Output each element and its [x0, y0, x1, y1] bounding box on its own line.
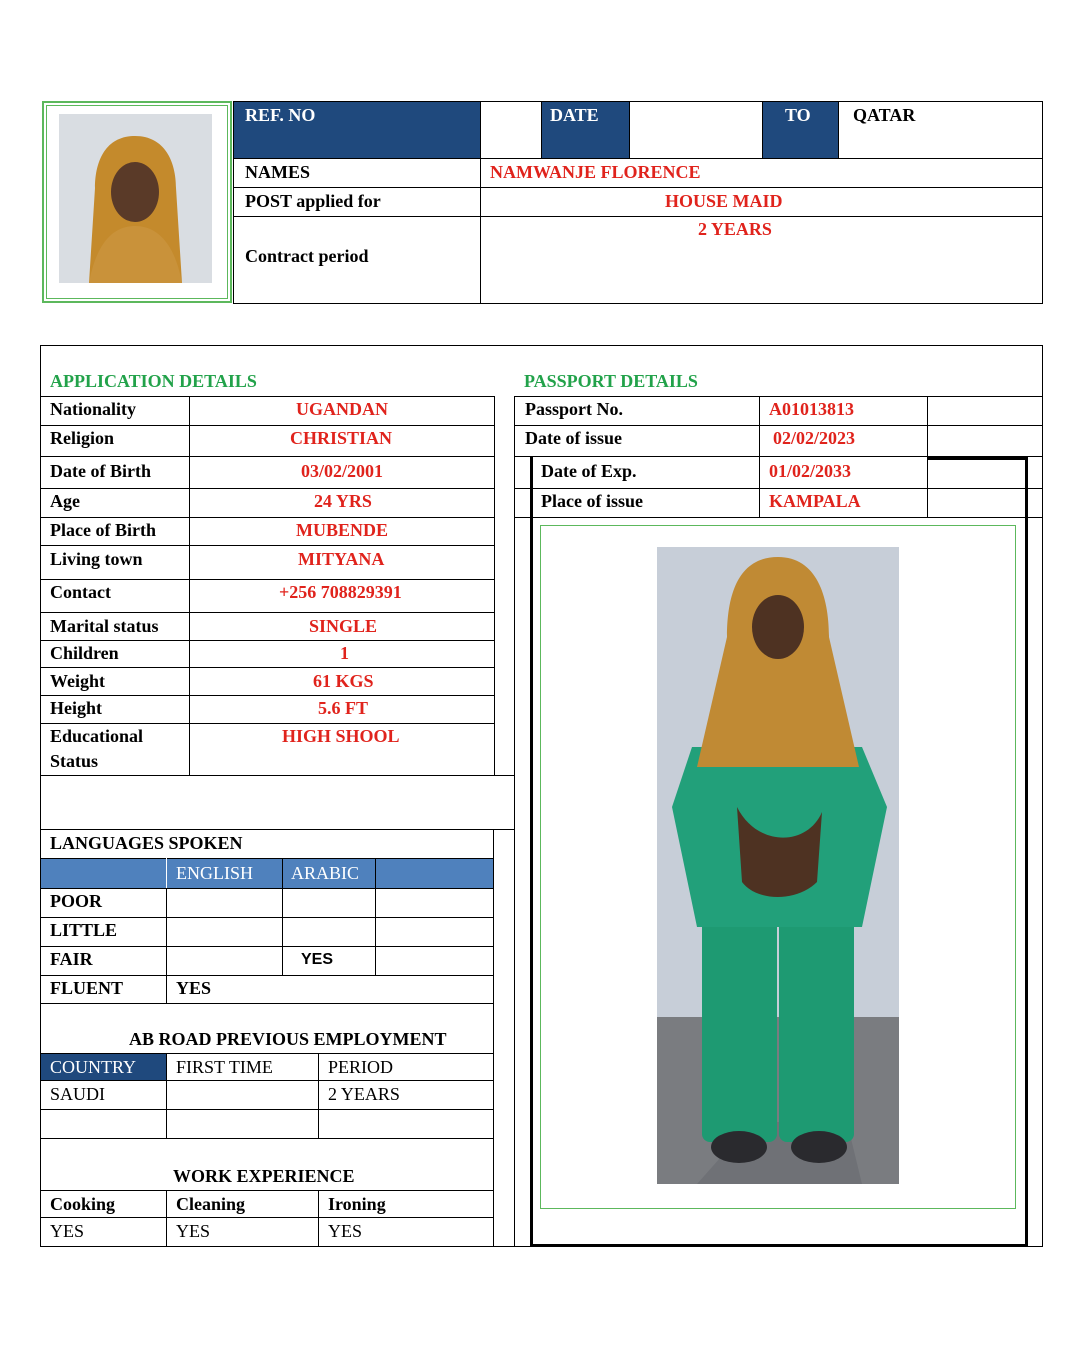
language-col-arabic: ARABIC — [291, 863, 360, 883]
contract-label: Contract period — [245, 246, 369, 266]
level-poor: POOR — [50, 891, 102, 911]
work-cleaning-label: Cleaning — [176, 1194, 246, 1214]
employment-period-value: 2 YEARS — [328, 1084, 400, 1104]
names-label: NAMES — [245, 162, 311, 182]
contact-value: +256 708829391 — [279, 582, 402, 602]
employment-country-value: SAUDI — [50, 1084, 106, 1104]
level-fair: FAIR — [50, 949, 93, 969]
employment-header-country: COUNTRY — [50, 1057, 137, 1077]
portrait-photo-icon — [59, 114, 212, 283]
fluent-english-value: YES — [176, 978, 212, 998]
education-label-line2: Status — [50, 751, 99, 771]
nationality-value: UGANDAN — [296, 399, 388, 419]
place-of-issue-label: Place of issue — [541, 491, 643, 511]
fair-arabic-value: YES — [301, 951, 334, 968]
level-fluent: FLUENT — [50, 978, 124, 998]
date-label: DATE — [550, 105, 599, 125]
languages-title: LANGUAGES SPOKEN — [50, 833, 243, 853]
weight-value: 61 KGS — [313, 671, 374, 691]
full-body-photo — [657, 547, 899, 1184]
work-ironing-label: Ironing — [328, 1194, 386, 1214]
passport-no-value: A01013813 — [769, 399, 854, 419]
marital-status-label: Marital status — [50, 616, 159, 636]
portrait-photo — [59, 114, 212, 283]
to-value: QATAR — [853, 105, 916, 125]
date-of-exp-label: Date of Exp. — [541, 461, 637, 481]
height-label: Height — [50, 698, 102, 718]
weight-label: Weight — [50, 671, 106, 691]
living-town-value: MITYANA — [298, 549, 385, 569]
dob-value: 03/02/2001 — [301, 461, 384, 481]
post-label: POST applied for — [245, 191, 381, 211]
work-ironing-value: YES — [328, 1221, 363, 1241]
education-label: Educational — [50, 726, 144, 746]
education-value: HIGH SHOOL — [282, 726, 400, 746]
to-label: TO — [785, 105, 811, 125]
place-of-issue-value: KAMPALA — [769, 491, 861, 511]
religion-label: Religion — [50, 428, 115, 448]
place-of-birth-value: MUBENDE — [296, 520, 389, 540]
work-cooking-label: Cooking — [50, 1194, 116, 1214]
children-label: Children — [50, 643, 119, 663]
height-value: 5.6 FT — [318, 698, 369, 718]
employment-header-first-time: FIRST TIME — [176, 1057, 273, 1077]
work-cleaning-value: YES — [176, 1221, 211, 1241]
names-value: NAMWANJE FLORENCE — [490, 162, 701, 182]
date-of-issue-label: Date of issue — [525, 428, 622, 448]
employment-title: AB ROAD PREVIOUS EMPLOYMENT — [129, 1029, 447, 1049]
passport-details-title: PASSPORT DETAILS — [524, 371, 698, 391]
dob-label: Date of Birth — [50, 461, 151, 481]
work-experience-title: WORK EXPERIENCE — [173, 1166, 355, 1186]
religion-value: CHRISTIAN — [290, 428, 393, 448]
nationality-label: Nationality — [50, 399, 137, 419]
full-body-photo-icon — [657, 547, 899, 1184]
passport-no-label: Passport No. — [525, 399, 623, 419]
language-col-english: ENGLISH — [176, 863, 253, 883]
contract-value: 2 YEARS — [698, 219, 772, 239]
living-town-label: Living town — [50, 549, 143, 569]
place-of-birth-label: Place of Birth — [50, 520, 156, 540]
children-value: 1 — [340, 643, 349, 663]
age-label: Age — [50, 491, 80, 511]
ref-no-label: REF. NO — [245, 105, 316, 125]
marital-status-value: SINGLE — [309, 616, 378, 636]
contact-label: Contact — [50, 582, 111, 602]
work-cooking-value: YES — [50, 1221, 85, 1241]
date-of-exp-value: 01/02/2033 — [769, 461, 852, 481]
level-little: LITTLE — [50, 920, 118, 940]
employment-header-period: PERIOD — [328, 1057, 394, 1077]
age-value: 24 YRS — [314, 491, 372, 511]
languages-header-row — [41, 859, 493, 888]
application-details-title: APPLICATION DETAILS — [50, 371, 257, 391]
date-of-issue-value: 02/02/2023 — [773, 428, 856, 448]
post-value: HOUSE MAID — [665, 191, 783, 211]
full-photo-box-top — [928, 457, 1028, 460]
